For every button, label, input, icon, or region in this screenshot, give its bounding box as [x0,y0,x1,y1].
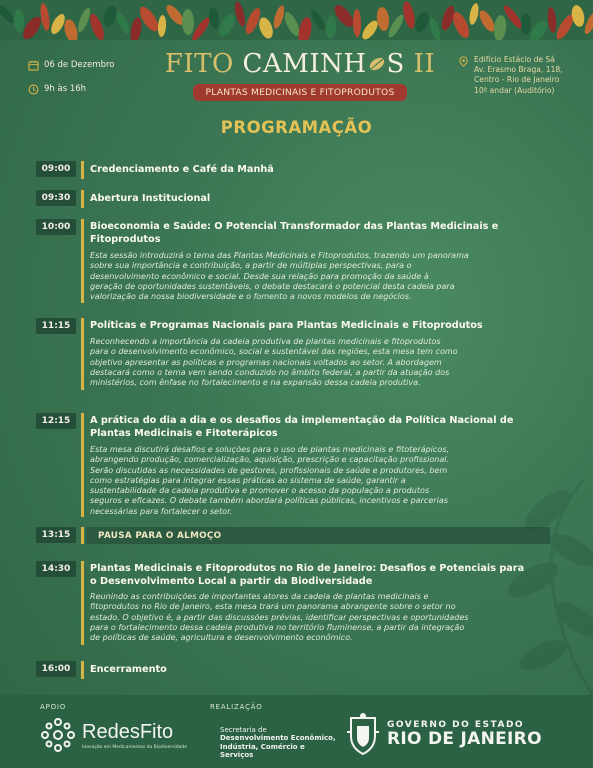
item-title-line: Plantas Medicinais e Fitoterápicos [90,428,278,439]
time-label: 11:15 [36,318,76,334]
location-pin-icon [458,56,469,67]
schedule-item-0900 [36,161,556,179]
item-desc-line: estado. O objetivo é, a partir das discussões prévias, identificar perspectivas e oportunidades [90,612,469,622]
leaf-o-icon [367,54,387,74]
redesfito-logo [40,717,187,753]
redesfito-logo-icon [40,717,76,753]
lunch-break-label: PAUSA PARA O ALMOÇO [86,527,550,544]
gold-divider [81,661,84,679]
secretaria-line: Desenvolvimento Econômico, [220,734,336,743]
gold-divider [81,161,84,179]
item-desc-line: destacará como o tema vem sendo conduzido no âmbito federal, a partir da atuação dos [90,367,450,377]
gold-divider [81,413,84,517]
item-desc-line: Reunindo as contribuições de importantes atores da cadeia de plantas medicinais e [90,592,429,601]
hours-row [28,80,168,98]
event-subtitle: PLANTAS MEDICINAIS E FITOPRODUTOS [193,84,406,101]
item-title [90,319,550,332]
event-date: 06 de Dezembro [44,60,115,70]
item-desc-line: Reconhecendo a importância da cadeia produtiva de plantas medicinais e fitoprodutos [90,337,441,346]
time-label: 10:00 [36,219,76,235]
item-desc-line: necessárias para fortalecer o setor. [90,506,233,516]
secretaria-line: Indústria, Comércio e Serviços [220,742,305,760]
secretaria-logo-text [220,726,340,760]
rj-coat-of-arms-icon [345,712,381,756]
item-desc-line: abrangendo produção, comercialização, aquisição, prescrição e capacitação profissional. [90,455,450,465]
title-roman-two: II [413,49,436,79]
schedule-item-1430 [36,561,556,651]
item-title-line: Plantas Medicinais e Fitoprodutos no Rio de Janeiro: Desafios e Potenciais para [90,563,525,574]
item-desc-line: fitoprodutos no Rio de Janeiro, esta mesa trará um panorama abrangente sobre o setor no [90,602,456,612]
schedule-item-1315 [36,527,556,545]
item-desc-line: Esta mesa discutirá desafios e soluções para o uso de plantas medicinais e fitoterápicos, [90,445,450,454]
decorative-leaf [493,470,593,700]
item-desc-line: como estratégias para integrar essas práticas ao sistema de saúde, garantir a [90,475,406,485]
item-title-line: A prática do dia a dia e os desafios da implementação da Política Nacional de [90,415,514,426]
time-label: 13:15 [36,527,76,543]
venue-line: 10º andar (Auditório) [474,85,555,95]
event-title-block [160,48,440,101]
schedule-item-1215 [36,413,556,523]
event-hours: 9h às 16h [44,84,87,94]
title-fito: FITO [164,49,234,79]
secretaria-line: Secretaria de [220,726,267,734]
item-title: Credenciamento e Café da Manhã [90,164,274,175]
item-description [90,592,550,643]
time-label: 12:15 [36,413,76,429]
government-logo [345,712,542,756]
redesfito-name: RedesFito [82,720,174,743]
item-desc-line: objetivo apresentar as políticas e programas nacionais voltados ao setor. A abordagem [90,357,442,367]
item-desc-line: seguros e eficazes. O debate também abordará políticas públicas, incentivos e parcerias [90,496,448,506]
item-desc-line: Esta sessão introduzirá o tema das Plantas Medicinais e Fitoprodutos, trazendo um panorama [90,251,469,260]
item-desc-line: sustentabilidade da cadeia produtiva e promover o acesso da população a produtos [90,486,430,496]
venue-line: Av. Erasmo Braga, 118, [474,65,563,75]
event-venue [458,55,580,96]
time-label: 09:00 [36,161,76,177]
item-desc-line: para o desenvolvimento econômico, social e sustentável das regiões, esta mesa tem como [90,347,458,357]
item-description [90,251,550,302]
leaf-banner [0,0,593,40]
gov-big-text: RIO DE JANEIRO [387,729,542,749]
schedule-item-1115 [36,318,556,398]
time-label: 09:30 [36,190,76,206]
item-title: Encerramento [90,664,167,675]
item-desc-line: Serão discutidas as necessidades de gestores, profissionais de saúde e produtores, bem [90,465,448,475]
schedule-item-0930 [36,190,556,208]
realizacao-label: REALIZAÇÃO [210,703,263,711]
item-title [90,414,550,440]
gold-divider [81,527,84,544]
item-desc-line: sobre sua importância e contribuição, a partir de múltiplas perspectivas, para o [90,261,412,271]
schedule-item-1000 [36,219,556,309]
title-s: S [386,49,405,79]
gold-divider [81,561,84,645]
gov-small-text: GOVERNO DO ESTADO [387,720,525,730]
leaf [521,13,531,35]
item-title [90,562,550,588]
title-caminhos: CAMINH [242,49,367,79]
item-title-line: Bioeconomia e Saúde: O Potencial Transformador das Plantas Medicinais e [90,221,499,232]
apoio-label: APOIO [40,703,67,711]
gold-divider [81,219,84,303]
item-desc-line: ministérios, com ênfase no fortalecimento e na expansão dessa cadeia produtiva. [90,378,421,388]
date-row [28,56,168,74]
item-desc-line: valorização da nossa biodiversidade e o fomento a novos modelos de negócios. [90,292,412,302]
event-info-left [28,56,168,104]
gold-divider [81,318,84,390]
item-title-line: o Desenvolvimento Local a partir da Biodiversidade [90,576,373,587]
item-desc-line: geração de oportunidades sustentáveis, o debate destacará o potencial desta cadeia para [90,281,455,291]
schedule-item-1600 [36,661,556,679]
item-title [90,220,550,246]
redesfito-tagline: Inovação em Medicamentos da Biodiversidade [82,744,187,750]
item-description [90,445,550,517]
item-title-line: Fitoprodutos [90,234,161,245]
clock-icon [28,84,39,95]
venue-line: Edifício Estácio de Sá [474,55,555,64]
event-title [160,48,440,80]
venue-line: Centro - Rio de Janeiro [474,75,560,85]
item-title-line: Políticas e Programas Nacionais para Plantas Medicinais e Fitoprodutos [90,320,483,331]
item-description [90,337,550,388]
time-label: 14:30 [36,561,76,577]
item-title: Abertura Institucional [90,193,211,204]
calendar-icon [28,60,39,71]
item-desc-line: para o fortalecimento dessa cadeia produtiva no território fluminense, a partir da integração [90,622,465,632]
time-label: 16:00 [36,661,76,677]
gold-divider [81,190,84,208]
item-desc-line: de políticas de saúde, agricultura e desenvolvimento econômico. [90,633,353,643]
section-title: PROGRAMAÇÃO [220,118,373,137]
venue-address [474,55,563,96]
item-desc-line: desenvolvimento econômico e social. Desde sua relação para promoção da saúde à [90,271,429,281]
